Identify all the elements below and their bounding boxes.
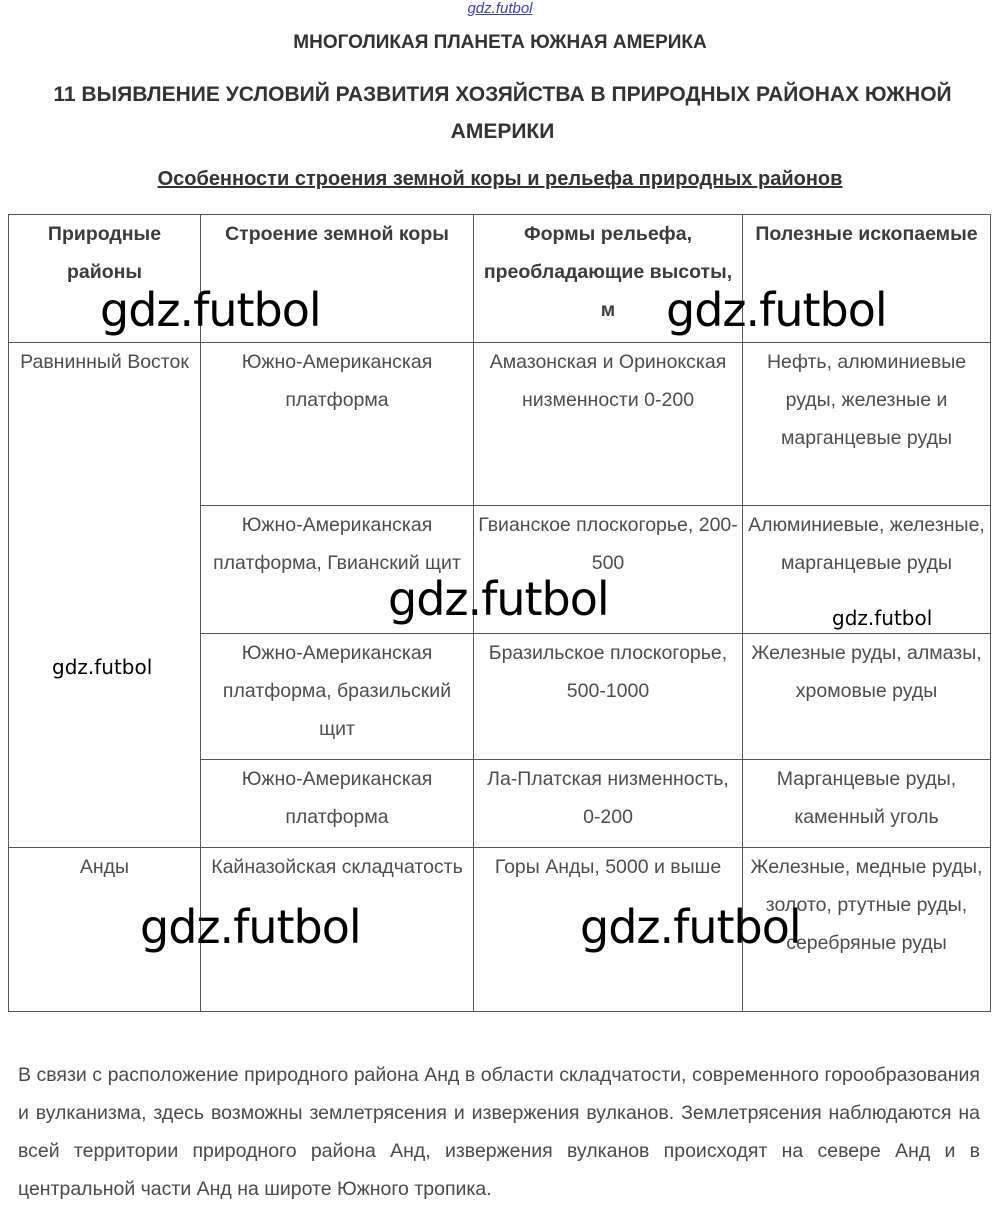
page-title: МНОГОЛИКАЯ ПЛАНЕТА ЮЖНАЯ АМЕРИКА xyxy=(293,32,707,53)
watermark: gdz.futbol xyxy=(666,283,887,337)
crust-cell: Южно-Американская платформа xyxy=(201,343,474,506)
region-cell: Анды xyxy=(9,848,201,1012)
minerals-cell: Алюминиевые, железные, марганцевые руды xyxy=(743,506,991,634)
header-crust: Строение земной коры xyxy=(201,215,474,343)
header-regions: Природные районы xyxy=(9,215,201,343)
watermark: gdz.futbol xyxy=(580,900,801,954)
relief-cell: Горы Анды, 5000 и выше xyxy=(474,848,743,1012)
minerals-cell: Железные, медные руды, золото, ртутные руды, серебряные руды xyxy=(743,848,991,1012)
relief-cell: Амазонская и Оринокская низменности 0-200 xyxy=(474,343,743,506)
watermark: gdz.futbol xyxy=(832,606,933,630)
relief-cell: Гвианское плоскогорье, 200-500 xyxy=(474,506,743,634)
crust-cell: Южно-Американская платформа, Гвианский щит xyxy=(201,506,474,634)
crust-cell: Южно-Американская платформа xyxy=(201,760,474,848)
region-cell: Равнинный Восток xyxy=(9,343,201,848)
crust-cell: Кайназойская складчатость xyxy=(201,848,474,1012)
site-link[interactable]: gdz.futbol xyxy=(467,0,533,17)
conclusion-paragraph: В связи с расположение природного района Анд в области складчатости, современного горообразования и вулканизма, здесь возможны землетрясения и извержения вулканов. Землетрясения наблюдаются на всей территории природного района Анд, извержения вулканов происходят на севере Анд и в центральной части Анд на широте Южного тропика. xyxy=(18,1064,980,1200)
minerals-cell: Железные руды, алмазы, хромовые руды xyxy=(743,634,991,760)
header-relief: Формы рельефа, преобладающие высоты, м xyxy=(474,215,743,343)
watermark: gdz.futbol xyxy=(388,572,609,626)
section-title: 11 ВЫЯВЛЕНИЕ УСЛОВИЙ РАЗВИТИЯ ХОЗЯЙСТВА В ПРИРОДНЫХ РАЙОНАХ ЮЖНОЙ АМЕРИКИ xyxy=(53,83,952,143)
minerals-cell: Нефть, алюминиевые руды, железные и марганцевые руды xyxy=(743,343,991,506)
relief-cell: Ла-Платская низменность, 0-200 xyxy=(474,760,743,848)
table-row xyxy=(9,343,991,506)
watermark: gdz.futbol xyxy=(140,900,361,954)
header-minerals: Полезные ископаемые xyxy=(743,215,991,343)
watermark: gdz.futbol xyxy=(100,283,321,337)
watermark: gdz.futbol xyxy=(52,655,153,679)
crust-cell: Южно-Американская платформа, бразильский щит xyxy=(201,634,474,760)
table-caption: Особенности строения земной коры и рельефа природных районов xyxy=(157,168,843,190)
minerals-cell: Марганцевые руды, каменный уголь xyxy=(743,760,991,848)
relief-cell: Бразильское плоскогорье, 500-1000 xyxy=(474,634,743,760)
